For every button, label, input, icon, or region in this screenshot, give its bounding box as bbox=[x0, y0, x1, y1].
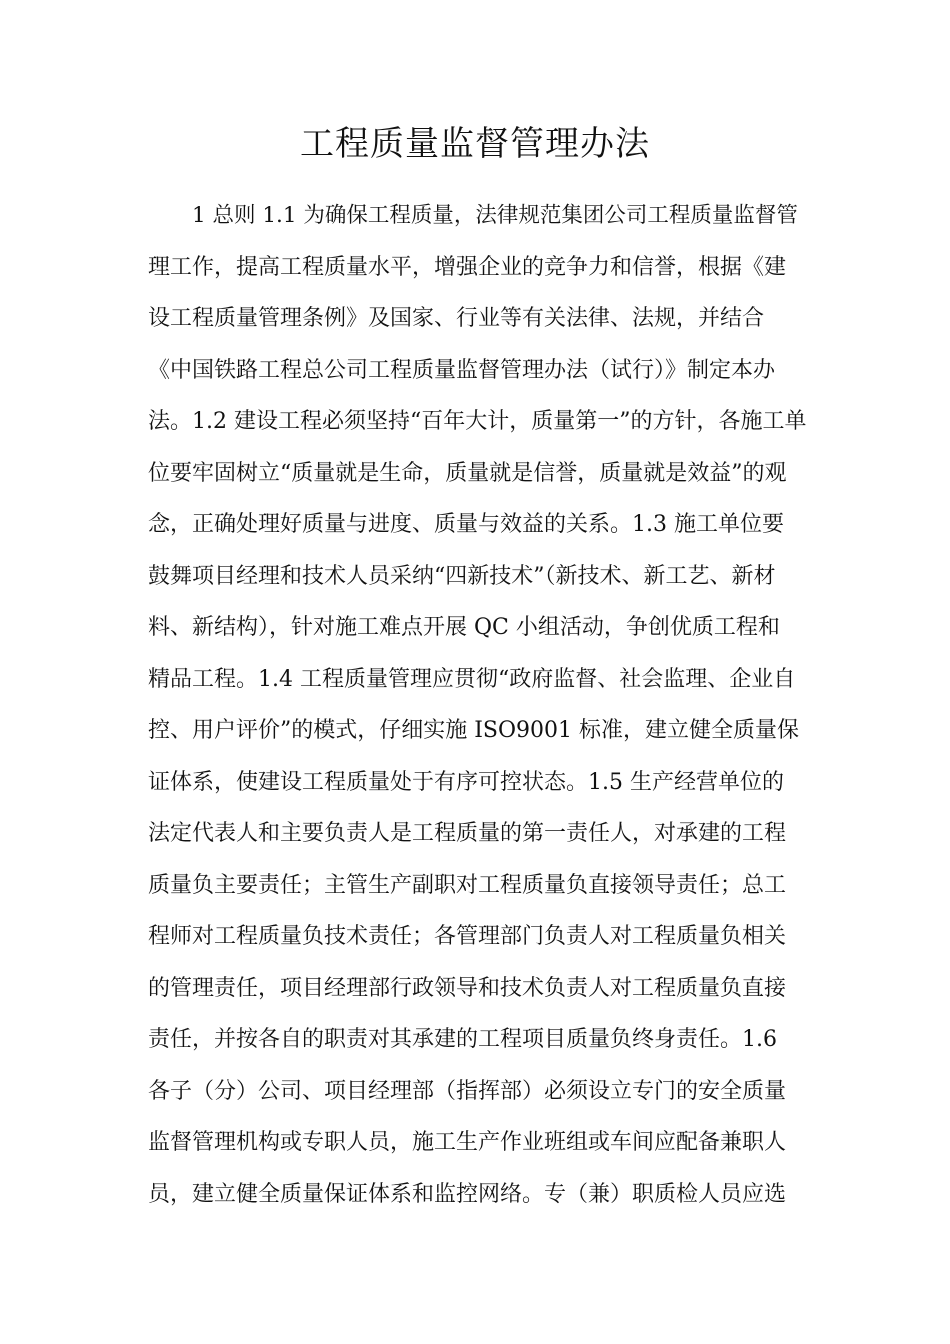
body-line: 料、新结构），针对施工难点开展 QC 小组活动，争创优质工程和 bbox=[148, 615, 780, 640]
body-line: 理工作，提高工程质量水平，增强企业的竞争力和信誉，根据《建 bbox=[148, 254, 787, 280]
body-line: 员，建立健全质量保证体系和监控网络。专（兼）职质检人员应选 bbox=[148, 1181, 787, 1207]
body-line: 的管理责任，项目经理部行政领导和技术负责人对工程质量负直接 bbox=[148, 975, 787, 1001]
body-line: 各子（分）公司、项目经理部（指挥部）必须设立专门的安全质量 bbox=[148, 1078, 787, 1104]
body-line: 监督管理机构或专职人员，施工生产作业班组或车间应配备兼职人 bbox=[148, 1130, 787, 1155]
body-line: 责任，并按各自的职责对其承建的工程项目质量负终身责任。1.6 bbox=[148, 1027, 777, 1052]
body-line: 质量负主要责任；主管生产副职对工程质量负直接领导责任；总工 bbox=[148, 872, 787, 898]
body-line: 法。1.2 建设工程必须坚持“百年大计，质量第一”的方针，各施工单 bbox=[148, 409, 807, 434]
document-title: 工程质量监督管理办法 bbox=[300, 124, 650, 164]
body-line: 《中国铁路工程总公司工程质量监督管理办法（试行）》制定本办 bbox=[148, 357, 776, 383]
body-line: 证体系，使建设工程质量处于有序可控状态。1.5 生产经营单位的 bbox=[148, 769, 784, 795]
body-line: 法定代表人和主要负责人是工程质量的第一责任人，对承建的工程 bbox=[148, 821, 787, 846]
body-line: 1 总则 1.1 为确保工程质量，法律规范集团公司工程质量监督管 bbox=[192, 203, 798, 228]
document-body bbox=[148, 190, 808, 1220]
body-line: 念，正确处理好质量与进度、质量与效益的关系。1.3 施工单位要 bbox=[148, 512, 784, 537]
body-line: 鼓舞项目经理和技术人员采纳“四新技术”（新技术、新工艺、新材 bbox=[148, 563, 776, 589]
body-line: 设工程质量管理条例》及国家、行业等有关法律、法规，并结合 bbox=[148, 306, 765, 331]
body-line: 控、用户评价”的模式，仔细实施 ISO9001 标准，建立健全质量保 bbox=[148, 718, 800, 743]
body-line: 程师对工程质量负技术责任；各管理部门负责人对工程质量负相关 bbox=[148, 924, 787, 949]
body-line: 位要牢固树立“质量就是生命，质量就是信誉，质量就是效益”的观 bbox=[148, 460, 787, 486]
body-line: 精品工程。1.4 工程质量管理应贯彻“政府监督、社会监理、企业自 bbox=[148, 666, 796, 692]
